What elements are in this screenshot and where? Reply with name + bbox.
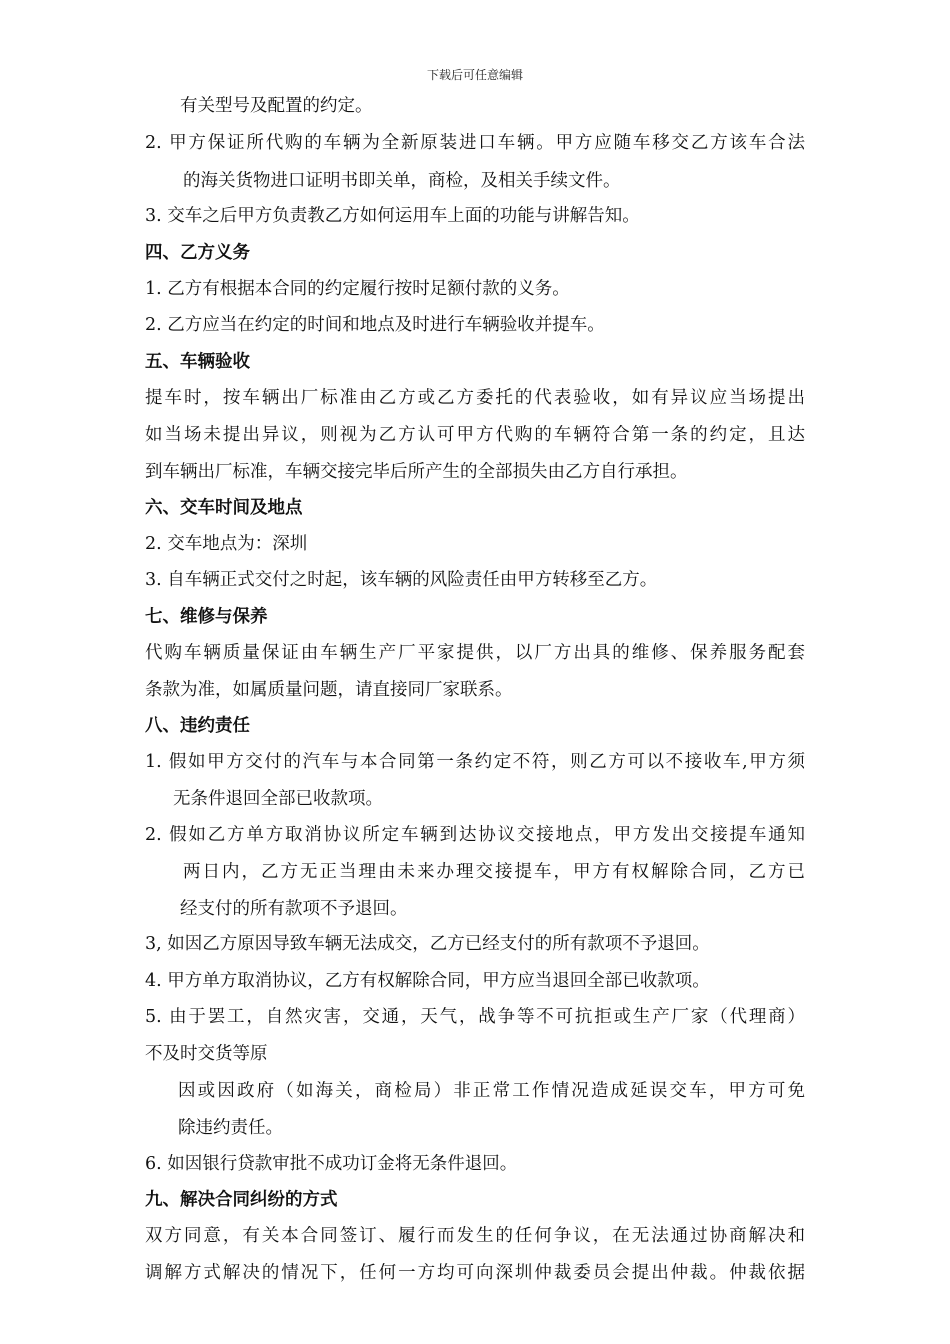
list-item: 5. 由于罢工，自然灾害，交通，天气，战争等不可抗拒或生产厂家（代理商） xyxy=(145,1007,805,1027)
body-line: 有关型号及配置的约定。 xyxy=(180,96,373,116)
paragraph-line: 双方同意，有关本合同签订、履行而发生的任何争议，在无法通过协商解决和 xyxy=(145,1226,805,1246)
body-line: 不及时交货等原 xyxy=(145,1044,268,1064)
section-heading: 九、解决合同纠纷的方式 xyxy=(145,1190,338,1210)
section-heading: 八、违约责任 xyxy=(145,716,250,736)
section-heading: 五、车辆验收 xyxy=(145,352,250,372)
list-item: 4. 甲方单方取消协议，乙方有权解除合同，甲方应当退回全部已收款项。 xyxy=(145,971,710,991)
list-item: 2. 乙方应当在约定的时间和地点及时进行车辆验收并提车。 xyxy=(145,315,605,335)
paragraph-line: 如当场未提出异议，则视为乙方认可甲方代购的车辆符合第一条的约定，且达 xyxy=(145,425,805,445)
paragraph-line: 提车时，按车辆出厂标准由乙方或乙方委托的代表验收，如有异议应当场提出 xyxy=(145,388,805,408)
list-item: 1. 乙方有根据本合同的约定履行按时足额付款的义务。 xyxy=(145,279,570,299)
body-line: 除违约责任。 xyxy=(178,1118,283,1138)
section-heading: 七、维修与保养 xyxy=(145,607,268,627)
list-item: 2. 甲方保证所代购的车辆为全新原装进口车辆。甲方应随车移交乙方该车合法 xyxy=(145,133,805,153)
page-header-note: 下载后可任意编辑 xyxy=(426,68,523,82)
body-line: 经支付的所有款项不予退回。 xyxy=(180,899,408,919)
list-item: 3, 如因乙方原因导致车辆无法成交，乙方已经支付的所有款项不予退回。 xyxy=(145,934,710,954)
section-heading: 四、乙方义务 xyxy=(145,243,250,263)
list-item: 1. 假如甲方交付的汽车与本合同第一条约定不符，则乙方可以不接收车,甲方须 xyxy=(145,752,805,772)
list-item: 3. 自车辆正式交付之时起，该车辆的风险责任由甲方转移至乙方。 xyxy=(145,570,658,590)
list-item: 2. 交车地点为：深圳 xyxy=(145,534,308,554)
list-item: 2. 假如乙方单方取消协议所定车辆到达协议交接地点，甲方发出交接提车通知 xyxy=(145,825,805,845)
section-heading: 六、交车时间及地点 xyxy=(145,498,303,518)
paragraph-line: 条款为准，如属质量问题，请直接同厂家联系。 xyxy=(145,680,513,700)
paragraph-line: 调解方式解决的情况下，任何一方均可向深圳仲裁委员会提出仲裁。仲裁依据 xyxy=(145,1263,805,1283)
body-line: 因或因政府（如海关，商检局）非正常工作情况造成延误交车，甲方可免 xyxy=(178,1081,805,1101)
body-line: 两日内，乙方无正当理由未来办理交接提车，甲方有权解除合同，乙方已 xyxy=(183,862,805,882)
paragraph-line: 到车辆出厂标准，车辆交接完毕后所产生的全部损失由乙方自行承担。 xyxy=(145,462,688,482)
body-line: 无条件退回全部已收款项。 xyxy=(173,789,383,809)
list-item: 3. 交车之后甲方负责教乙方如何运用车上面的功能与讲解告知。 xyxy=(145,206,640,226)
paragraph-line: 代购车辆质量保证由车辆生产厂平家提供，以厂方出具的维修、保养服务配套 xyxy=(145,643,805,663)
body-line: 的海关货物进口证明书即关单，商检，及相关手续文件。 xyxy=(183,171,621,191)
list-item: 6. 如因银行贷款审批不成功订金将无条件退回。 xyxy=(145,1154,518,1174)
